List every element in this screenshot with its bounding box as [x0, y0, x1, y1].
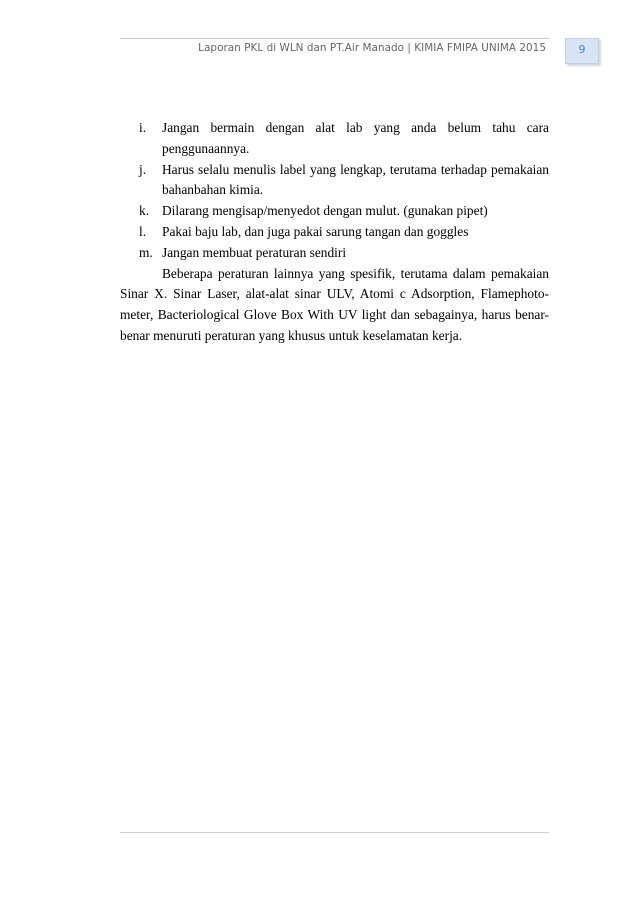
rules-list [120, 118, 549, 264]
list-item [120, 222, 549, 243]
body-paragraph: Beberapa peraturan lainnya yang spesifik, terutama dalam pemakaian Sinar X. Sinar Laser, alat-alat sinar ULV, Atomi c Adsorption, Flamephoto-meter, Bacteriological Glove Box With UV light dan sebagainya, harus benar-benar menuruti peraturan yang khusus untuk keselamatan kerja. [120, 265, 549, 343]
list-item-text: Jangan membuat peraturan sendiri [162, 244, 347, 260]
list-marker: i. [139, 120, 147, 135]
list-item [120, 201, 549, 222]
document-body [120, 118, 549, 347]
list-marker: k. [139, 203, 150, 219]
list-item [120, 118, 549, 160]
header-rule [120, 38, 549, 39]
list-marker: j. [139, 161, 147, 177]
list-marker: m. [139, 244, 153, 260]
footer-rule [120, 832, 549, 833]
running-header: Laporan PKL di WLN dan PT.Air Manado | KIMIA FMIPA UNIMA 2015 [198, 42, 546, 54]
list-item-text: Harus selalu menulis label yang lengkap, terutama terhadap pemakaian bahanbahan kimia. [162, 161, 549, 198]
list-item-text: Dilarang mengisap/menyedot dengan mulut. (gunakan pipet) [162, 203, 488, 219]
page-number-badge: 9 [565, 38, 599, 64]
list-item-text: Pakai baju lab, dan juga pakai sarung tangan dan goggles [162, 223, 469, 239]
list-item [120, 160, 549, 202]
list-item [120, 243, 549, 264]
list-marker: l. [139, 223, 147, 239]
list-item-text: Jangan bermain dengan alat lab yang anda belum tahu cara penggunaannya. [162, 120, 549, 156]
